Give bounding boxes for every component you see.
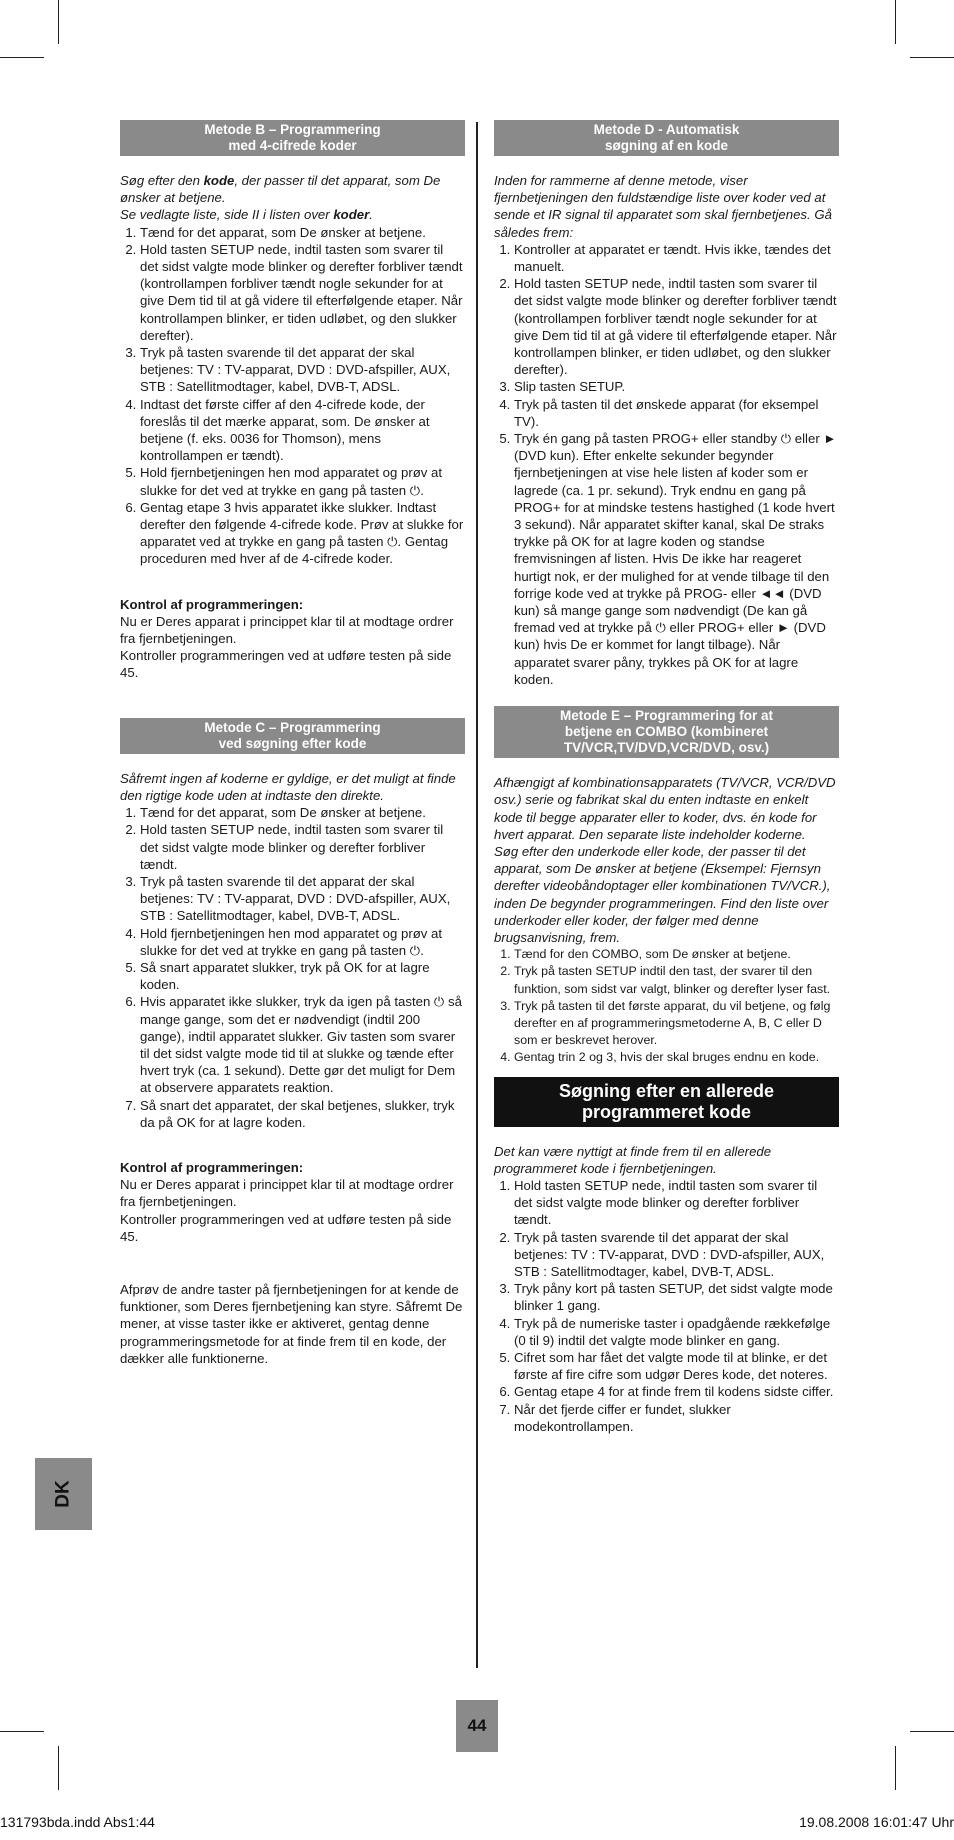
list-item: 5. Cifret som har fået det valgte mode til at blinke, er det første af fire cifre som udgør Deres kode, det noteres.: [514, 1349, 839, 1383]
metode-c-header: [120, 718, 465, 754]
list-item: 2. Hold tasten SETUP nede, indtil tasten som svarer til det sidst valgte mode blinker og derefter forbliver tændt (kontrollampen forbliver tændt nogle sekunder for at give Dem tid til at gå videre til efterfølgende etaper. Når kontrollampen blinker, er tiden udløbet, og den slukker derefter).: [140, 241, 465, 344]
paragraph: Nu er Deres apparat i princippet klar til at modtage ordrer fra fjernbetjeningen.: [120, 613, 454, 647]
metode-c-intro: Såfremt ingen af koderne er gyldige, er det muligt at finde den rigtige kode uden at indtaste den direkte.: [120, 770, 456, 803]
paragraph: Nu er Deres apparat i princippet klar til at modtage ordrer fra fjernbetjeningen.: [120, 1177, 454, 1210]
crop-mark: [58, 0, 59, 44]
paragraph: Afprøv de andre taster på fjernbetjeningen for at kende de funktioner, som Deres fjernbetjening kan styre. Såfremt De mener, at visse taster ikke er aktiveret, gentag denne programmeringsmetode for at finde frem til en kode, der dækker alle funktionerne.: [120, 1281, 463, 1366]
soegning-steps: [494, 1177, 839, 1435]
list-item: 2. Tryk på tasten SETUP indtil den tast, der svarer til den funktion, som sidst var valgt, blinker og derefter lyser fast.: [514, 963, 839, 997]
footer-filename: 131793bda.indd Abs1:44: [0, 1814, 155, 1830]
header-line: Søgning efter en allerede: [558, 1080, 775, 1101]
section-title: Kontrol af programmeringen:: [120, 1159, 304, 1175]
metode-d-header: [494, 120, 839, 156]
language-tab-label: DK: [52, 1480, 74, 1508]
crop-mark: [910, 57, 954, 58]
list-item: 4. Indtast det første ciffer af den 4-cifrede kode, der foreslås til det mærke apparat, som. De ønsker at betjene (f. eks. 0036 for Thomson), mens kontrollampen er tændt).: [140, 396, 465, 465]
crop-mark: [910, 1731, 954, 1732]
list-item: 1. Tænd for den COMBO, som De ønsker at betjene.: [514, 946, 839, 963]
list-item: 7. Så snart det apparatet, der skal betjenes, slukker, tryk da på OK for at lagre koden.: [140, 1097, 465, 1131]
list-item: 3. Slip tasten SETUP.: [514, 378, 839, 395]
crop-mark: [58, 1746, 59, 1790]
metode-b-header: [120, 120, 465, 156]
left-column: [120, 120, 465, 1367]
metode-d-intro: Inden for rammerne af denne metode, viser fjernbetjeningen den fuldstændige liste over koder ved at sende et IR signal til apparatet som skal fjernbetjenes. Gå således frem:: [494, 173, 832, 240]
metode-d-steps: [494, 241, 839, 688]
list-item: 1. Hold tasten SETUP nede, indtil tasten som svarer til det sidst valgte mode blinker og derefter forbliver tændt.: [514, 1177, 839, 1229]
list-item: 2. Hold tasten SETUP nede, indtil tasten som svarer til det sidst valgte mode blinker og derefter forbliver tændt.: [140, 821, 465, 873]
section-title: Kontrol af programmeringen:: [120, 596, 304, 612]
language-tab: [35, 1458, 92, 1530]
list-item: 2. Hold tasten SETUP nede, indtil tasten som svarer til det sidst valgte mode blinker og derefter forbliver tændt (kontrollampen forbliver tændt nogle sekunder for at give Dem tid til at gå videre til efterfølgende etaper. Når kontrollampen blinker, er tiden udløbet, og den slukker derefter).: [514, 275, 839, 378]
crop-mark: [0, 57, 44, 58]
header-line: betjene en COMBO (kombineret: [564, 724, 769, 740]
crop-mark: [0, 1731, 44, 1732]
footer-timestamp: 19.08.2008 16:01:47 Uhr: [799, 1814, 954, 1830]
header-line: Metode C – Programmering: [204, 719, 381, 735]
header-line: programmeret kode: [581, 1101, 752, 1122]
list-item: 5. Hold fjernbetjeningen hen mod apparatet og prøv at slukke for det ved at trykke en gang på tasten ⏻.: [140, 464, 465, 498]
metode-b-intro: Søg efter den kode, der passer til det apparat, som De ønsker at betjene. Se vedlagte liste, side II i listen over koder.: [120, 173, 441, 223]
right-column: [494, 120, 839, 1435]
list-item: 4. Tryk på tasten til det ønskede apparat (for eksempel TV).: [514, 396, 839, 430]
list-item: 6. Hvis apparatet ikke slukker, tryk da igen på tasten ⏻ så mange gange, som det er nødvendigt (indtil 200 gange), indtil apparatet slukker. Giv tasten som svarer til det sidst valgte mode tid til at slukke og tænde efter hvert tryk (ca. 1 sekund). Dette gør det muligt for Dem at observere apparatets reaktion.: [140, 993, 465, 1096]
metode-e-intro: Afhængigt af kombinationsapparatets (TV/VCR, VCR/DVD osv.) serie og fabrikat skal du enten indtaste en enkelt kode til begge apparater eller to koder, dvs. én kode for hvert apparat. Den separate liste indeholder koderne.: [494, 775, 836, 842]
metode-c-steps: [120, 804, 465, 1131]
list-item: 3. Tryk på tasten svarende til det apparat der skal betjenes: TV : TV-apparat, DVD : DVD-afspiller, AUX, STB : Satellitmodtager, kabel, DVB-T, ADSL.: [140, 873, 465, 925]
page-number: 44: [456, 1700, 498, 1752]
list-item: 3. Tryk på tasten til det første apparat, du vil betjene, og følg derefter en af programmeringsmetoderne A, B, C eller D som er beskrevet herover.: [514, 998, 839, 1050]
list-item: 4. Gentag trin 2 og 3, hvis der skal bruges endnu en kode.: [514, 1049, 839, 1066]
list-item: 5. Så snart apparatet slukker, tryk på OK for at lagre koden.: [140, 959, 465, 993]
list-item: 6. Gentag etape 3 hvis apparatet ikke slukker. Indtast derefter den følgende 4-cifrede kode. Prøv at slukke for apparatet ved at trykke en gang på tasten ⏻. Gentag proceduren med hver af de 4-cifrede koder.: [140, 499, 465, 568]
list-item: 3. Tryk påny kort på tasten SETUP, det sidst valgte mode blinker 1 gang.: [514, 1280, 839, 1314]
metode-e-intro: Søg efter den underkode eller kode, der passer til det apparat, som De ønsker at betjene (Eksempel: Fjernsyn derefter videobåndoptager eller kombinationen TV/VCR.), inden De begynder programmeringen. Find den liste over underkoder eller koder, der følger med denne brugsanvisning, frem.: [494, 843, 831, 945]
soegning-header: [494, 1077, 839, 1127]
list-item: 6. Gentag etape 4 for at finde frem til kodens sidste ciffer.: [514, 1383, 839, 1400]
crop-mark: [895, 1746, 896, 1790]
metode-e-header: [494, 706, 839, 758]
list-item: 4. Tryk på de numeriske taster i opadgående rækkefølge (0 til 9) indtil det valgte mode blinker en gang.: [514, 1315, 839, 1349]
header-line: med 4-cifrede koder: [228, 138, 357, 153]
list-item: 5. Tryk én gang på tasten PROG+ eller standby ⏻ eller ► (DVD kun). Efter enkelte sekunder begynder fjernbetjeningen at vise hele listen af koder som er lagrede (ca. 1 pr. sekund). Tryk endnu en gang på PROG+ for at mindske testens hastighed (1 kode hvert 3 sekund). Når apparatet skifter kanal, skal De straks trykke på OK for at lagre koden og standse fremvisningen af listen. Hvis De ikke har reageret hurtigt nok, er der mulighed for at vende tilbage til den forrige kode ved at trykke på PROG- eller ◄◄ (DVD kun) så mange gange som nødvendigt (De kan gå fremad ved at trykke på ⏻ eller PROG+ eller ► (DVD kun) hvis De er kommet for langt tilbage). Når apparatet svarer påny, trykkes på OK for at lagre koden.: [514, 430, 839, 688]
crop-mark: [895, 0, 896, 44]
list-item: 1. Tænd for det apparat, som De ønsker at betjene.: [140, 224, 465, 241]
soegning-intro: Det kan være nyttigt at finde frem til en allerede programmeret kode i fjernbetjeningen.: [494, 1143, 772, 1176]
list-item: 1. Kontroller at apparatet er tændt. Hvis ikke, tændes det manuelt.: [514, 241, 839, 275]
list-item: 1. Tænd for det apparat, som De ønsker at betjene.: [140, 804, 465, 821]
paragraph: Kontroller programmeringen ved at udføre testen på side 45.: [120, 648, 452, 681]
list-item: 4. Hold fjernbetjeningen hen mod apparatet og prøv at slukke for det ved at trykke en gang på tasten ⏻.: [140, 925, 465, 959]
header-line: Metode B – Programmering: [204, 122, 381, 137]
header-line: Metode D - Automatisk: [593, 122, 740, 137]
list-item: 2. Tryk på tasten svarende til det apparat der skal betjenes: TV : TV-apparat, DVD : DVD-afspiller, AUX, STB : Satellitmodtager, kabel, DVB-T, ADSL.: [514, 1229, 839, 1281]
header-line: TV/VCR,TV/DVD,VCR/DVD, osv.): [563, 740, 770, 756]
list-item: 3. Tryk på tasten svarende til det apparat der skal betjenes: TV : TV-apparat, DVD : DVD-afspiller, AUX, STB : Satellitmodtager, kabel, DVB-T, ADSL.: [140, 344, 465, 396]
metode-b-steps: [120, 224, 465, 568]
header-line: Metode E – Programmering for at: [559, 708, 774, 724]
metode-e-steps: [494, 946, 839, 1066]
header-line: søgning af en kode: [604, 138, 728, 153]
paragraph: Kontroller programmeringen ved at udføre testen på side 45.: [120, 1211, 452, 1244]
list-item: 7. Når det fjerde ciffer er fundet, slukker modekontrollampen.: [514, 1401, 839, 1435]
header-line: ved søgning efter kode: [218, 735, 367, 751]
column-divider: [476, 122, 478, 1668]
